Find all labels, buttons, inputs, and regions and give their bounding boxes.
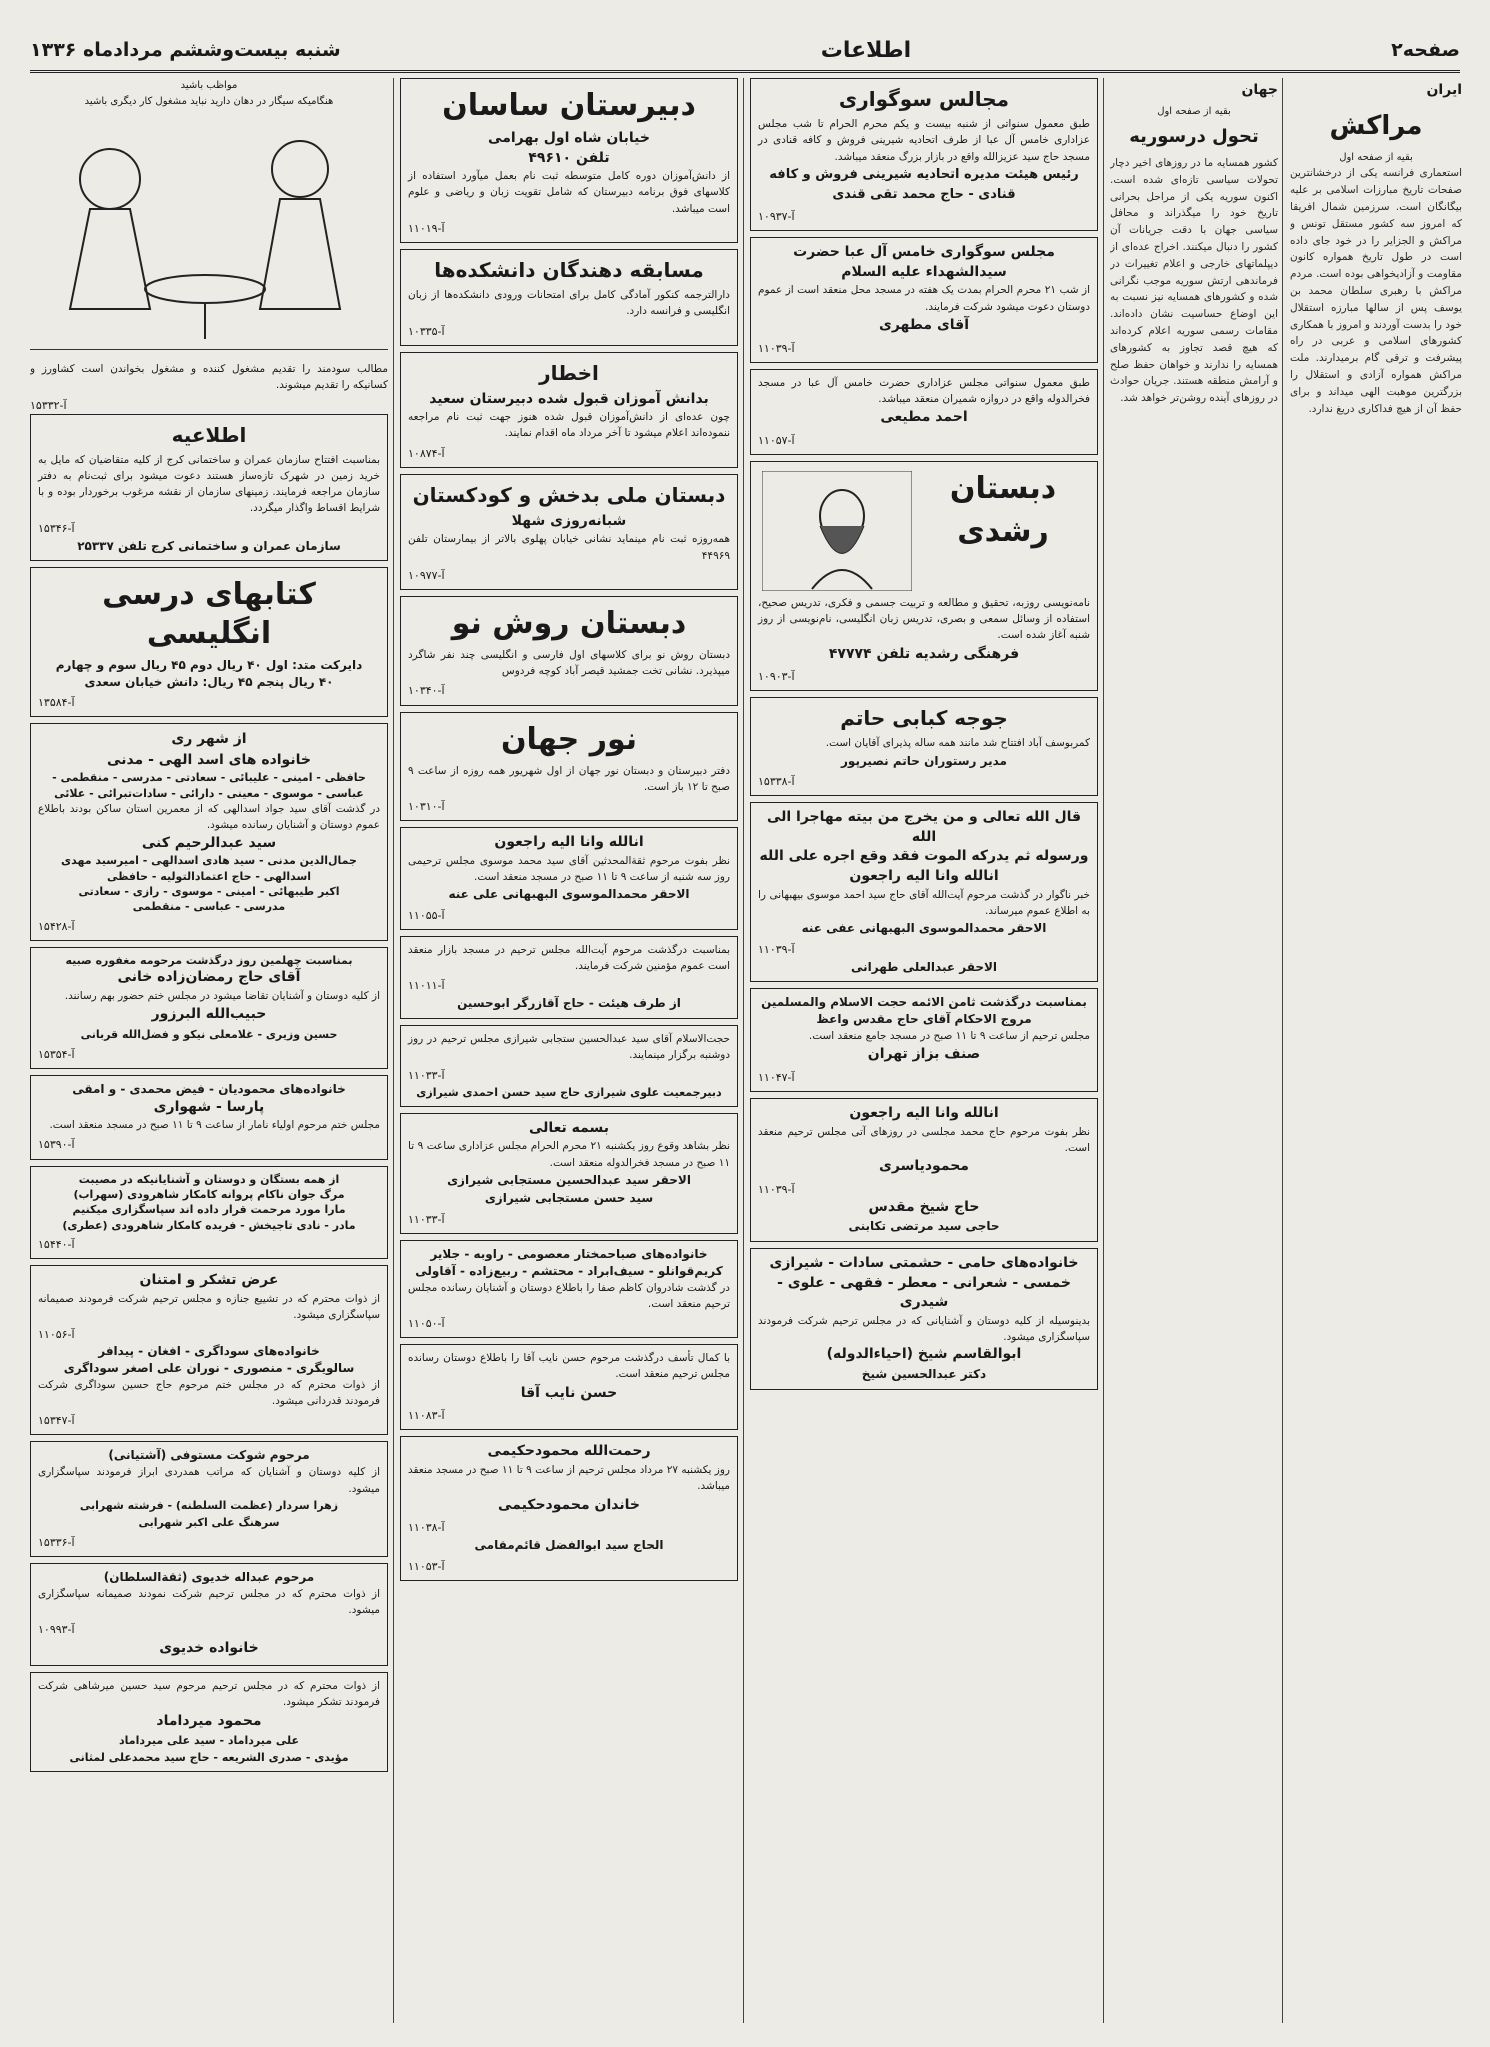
cartoon-text: مطالب سودمند را تقدیم مشغول کننده و مشغول بخواندن است کشاورز و کسانیکه را تقدیم میشوند. xyxy=(30,363,388,392)
ad-families xyxy=(400,1240,738,1338)
ad-title: خانواده های اسد الهی - مدنی xyxy=(107,751,311,768)
family-names-2: جمال‌الدین مدنی - سید هادی اسدالهی - امیرسید مهدی اسدالهی - حاج اعتمادالتولیه - حافظی xyxy=(61,854,357,883)
ad-body: خبر ناگوار در گذشت مرحوم آیت‌الله آقای حاج سید احمد موسوی بیهبهانی را به اطلاع عموم میرساند. xyxy=(758,888,1090,917)
article-title: تحول درسوریه xyxy=(1129,126,1259,148)
ad-books xyxy=(30,567,388,717)
ad-body: چون عده‌ای از دانش‌آموزان قبول شده هنوز جهت ثبت نام مراجعه ننموده‌اند اعلام میشود تا آخر مرداد ماه اقدام نمایند. xyxy=(408,411,730,440)
ad-body: از شب ۲۱ محرم الحرام بمدت یک هفته در مسجد محل منعقد است از عموم دوستان دعوت میشود شرکت فرمایند. xyxy=(758,284,1091,313)
ad-ref: آ-۱۱۰۳۹ xyxy=(758,942,795,956)
ad-title: دبستان ملی بدخش و کودکستان xyxy=(412,482,726,507)
ad-ref: آ-۱۰۳۳۵ xyxy=(408,324,445,338)
ad-signature-2: الحاج سید ابوالفضل قائم‌مقامی xyxy=(474,1538,664,1553)
ad-ref: آ-۱۵۳۳۲ xyxy=(30,398,67,412)
ad-bold-name: سید عبدالرحیم کنی xyxy=(141,834,277,851)
ad-ref: آ-۱۵۳۳۸ xyxy=(758,775,795,789)
ad-ref: آ-۱۵۳۴۶ xyxy=(38,521,75,535)
ad-ref: آ-۱۰۸۷۴ xyxy=(408,446,445,460)
ad-body: بدینوسیله از کلیه دوستان و آشنایانی که در مجلس ترحیم شرکت فرمودند سپاسگزاری میشود. xyxy=(758,1314,1090,1344)
ad-ref: آ-۱۱۰۳۹ xyxy=(758,1182,795,1196)
ad-address: خیابان شاه اول بهرامی xyxy=(488,130,650,146)
ad-body: دبستان روش نو برای کلاسهای اول فارسی و انگلیسی چند نفر شاگرد میپذیرد. نشانی تخت جمشید قیصر آباد کوچه فردوس xyxy=(408,648,730,678)
ad-body: با کمال تأسف درگذشت مرحوم حسن نایب آقا را باطلاع دوستان رسانده مجلس ترحیم منعقد است. xyxy=(408,1352,730,1381)
ad-ref: آ-۱۱۰۳۸ xyxy=(408,1521,445,1535)
ad-signature-2: حسین وزیری - غلامعلی نیکو و فضل‌الله قربانی xyxy=(80,1027,338,1041)
ad-families-rey xyxy=(30,723,388,941)
ad-title: اخطار xyxy=(539,360,599,385)
ad-ref-2: آ-۱۱۰۵۳ xyxy=(408,1559,445,1573)
article-body: استعماری فرانسه یکی از درخشانترین صفحات تاریخ مبارزات اسلامی بر علیه بیگانگان است. سرزمین شمال افریقا که امروز سه کشور مستقل تونس و مراکش و الجزایر را در خود جای داده است در طول تاریخ همواره کانون مقاومت و آزادیخواهی بوده است. مردم مراکش با رهبری سلطان محمد بن یوسف پس از سالها مبارزه استقلال خود را بدست آوردند و امروز با همکاری کشورهای اسلامی و عربی در راه پیشرفت و ترقی گام برمیدارند. ملت مراکش همواره آزادی و استقلال را بزرگترین موهبت الهی میداند و برای حفظ آن از هیچ فداکاری دریغ ندارد. xyxy=(1290,167,1462,415)
ad-body: در گذشت شادروان کاظم صفا را باطلاع دوستان و آشنایان رسانده مجلس ترحیم منعقد است. xyxy=(408,1281,730,1310)
ad-body: طبق معمول سنواتی مجلس عزاداری حضرت خامس آل عبا در مسجد فخرالدوله واقع در دروازه شمیران منعقد میباشد. xyxy=(758,376,1090,405)
ad-sorrow xyxy=(30,1166,388,1260)
ad-final-2 xyxy=(750,1098,1098,1242)
masthead xyxy=(30,30,1460,73)
family-names: خانواده‌های صباحمختار معصومی - راوبه - جلایر xyxy=(430,1247,708,1262)
inna-line: انالله وانا الیه راجعون xyxy=(849,868,999,885)
ad-title: عرض تشکر و امتنان xyxy=(139,1272,279,1289)
ad-signature: الاحقر محمدالموسوی البهبهانی عفی عنه xyxy=(801,921,1047,936)
cartoon-caption-2: هنگامیکه سیگار در دهان دارید نباید مشغول کار دیگری باشید xyxy=(84,95,334,107)
ad-title: مسابقه دهندگان دانشکده‌ها xyxy=(434,258,704,283)
quran-line: قال الله تعالی و من یخرج من بیته مهاجرا الی الله xyxy=(766,809,1082,845)
ad-phone: تلفن ۴۹۶۱۰ xyxy=(528,149,610,166)
ad-ref: آ-۱۵۴۲۸ xyxy=(38,919,75,933)
column-rule xyxy=(743,78,744,2023)
ad-signature: الاحقر محمدالموسوی البهبهانی علی عنه xyxy=(448,887,690,902)
ad-ref-2: آ-۱۵۳۴۷ xyxy=(38,1414,75,1428)
ad-signature-2: علی میرداماد - سید علی میرداماد xyxy=(119,1734,299,1748)
ad-body: حجت‌الاسلام آقای سید عبدالحسین ستجابی شیرازی مجلس ترحیم در روز دوشنبه برگزار مینمایند. xyxy=(408,1033,730,1062)
ad-ref: آ-۱۱۰۵۵ xyxy=(408,908,445,922)
ad-body: نظر بفوت مرحوم حاج محمد مجلسی در روزهای آتی مجلس ترحیم منعقد است. xyxy=(758,1125,1090,1154)
family-names-2: خمسی - شعرانی - معطر - فقهی - علوی - شیدری xyxy=(777,1274,1071,1311)
ad-ref: آ-۱۱۰۵۷ xyxy=(758,433,795,447)
ad-line-3: مارا مورد مرحمت قرار داده اند سپاسگزاری میکنیم xyxy=(72,1203,346,1217)
ad-signature: الاحقر سید عبدالحسین مستجابی شیرازی xyxy=(447,1172,691,1187)
family-names-3: اکبر طیبهائی - امینی - موسوی - رازی - سعادتی xyxy=(78,884,340,898)
quran-line-2: ورسوله ثم یدرکه الموت فقد وقع اجره علی الله xyxy=(759,848,1089,865)
ad-ref: آ-۱۱۰۳۹ xyxy=(758,341,795,355)
ad-ref: آ-۱۰۳۱۰ xyxy=(408,800,445,814)
column-five xyxy=(30,78,388,2023)
ad-ref: آ-۱۱۰۳۳ xyxy=(408,1068,445,1082)
ad-signature-2: حاجی سید مرتضی تکابنی xyxy=(848,1219,1000,1234)
ad-title: ابوالقاسم شیخ (احیاءالدوله) xyxy=(826,1346,1022,1363)
ad-ref: آ-۱۱۰۱۹ xyxy=(408,221,445,235)
ad-title: بمناسبت چهلمین روز درگذشت مرحومه مغفوره صبیه xyxy=(65,953,353,967)
section-kicker: ایران xyxy=(1426,82,1462,98)
ad-shokat xyxy=(30,1441,388,1556)
continued-label: بقیه از صفحه اول xyxy=(1157,105,1231,117)
school-name-2: رشدی xyxy=(957,513,1049,549)
ad-ref: آ-۱۰۹۹۳ xyxy=(38,1623,75,1637)
continued-label: بقیه از صفحه اول xyxy=(1339,151,1413,163)
ad-signature: فرهنگی رشدیه تلفن ۴۷۷۷۴ xyxy=(828,645,1020,662)
ad-subtitle: دایرکت متد: اول ۴۰ ریال دوم ۴۵ ریال سوم و چهارم xyxy=(55,658,363,673)
ad-body: از ذوات محترم که در تشییع جنازه و مجلس ترحیم شرکت فرمودند صمیمانه سپاسگزاری میشود. xyxy=(38,1292,380,1321)
ad-ref: آ-۱۵۳۹۰ xyxy=(38,1138,75,1152)
column-rule xyxy=(1282,78,1283,2023)
ad-location: از شهر ری xyxy=(171,730,247,747)
family-names-2: کریم‌قوانلو - سیف‌ابراد - محتشم - ربیع‌زاده - آقاولی xyxy=(415,1263,723,1278)
cartoon-caption: مواظب باشید xyxy=(180,80,238,91)
family-names: حافظی - امینی - علیبائی - سعادتی - مدرسی - منقطمی - عباسی - موسوی - معینی - دارائی - سادات‌تبرائی - علائی xyxy=(52,771,366,800)
ad-signature: زهرا سردار (عظمت السلطنه) - فرشته شهرابی xyxy=(79,1498,339,1512)
ad-body: از کلیه دوستان و آشنایان که مراتب همدردی ابراز فرمودند سپاسگزاری میشود. xyxy=(38,1466,380,1495)
ad-signature: از طرف هیئت - حاج آقازرگر ابوحسین xyxy=(457,996,681,1011)
ad-sasan xyxy=(400,78,738,243)
ad-anniversary xyxy=(30,947,388,1069)
ad-line-2: مرگ جوان ناکام پروانه کامکار شاهرودی (سهراب) xyxy=(73,1187,345,1201)
page-label: صفحه۲ xyxy=(1391,39,1460,61)
merchant-families: خانواده‌های سوداگری - افغان - پیدافر xyxy=(98,1344,320,1359)
ad-ref: آ-۱۱۰۵۰ xyxy=(408,1317,445,1331)
ad-signature: آقای مطهری xyxy=(878,316,969,333)
ad-body: دفتر دبیرستان و دبستان نور جهان از اول شهریور همه روزه از ساعت ۹ صبح تا ۱۲ باز است. xyxy=(408,764,730,793)
column-three xyxy=(750,78,1098,2023)
ad-noor-jahan xyxy=(400,712,738,822)
ad-body: از ذوات محترم که در مجلس ترحیم مرحوم سید حسین میرشاهی شرکت فرمودند تشکر میشود. xyxy=(38,1679,380,1709)
ad-majalis xyxy=(750,78,1098,231)
column-rule xyxy=(393,78,394,2023)
ad-ref: آ-۱۰۹۷۷ xyxy=(408,568,445,582)
ad-signature: خاندان محمودحکیمی xyxy=(498,1496,640,1513)
ad-bold-name: حاج شیخ مقدس xyxy=(868,1198,980,1215)
ad-signature: خانواده خدیوی xyxy=(159,1640,259,1657)
school-name: دبستان xyxy=(949,470,1057,506)
ad-signature: محمود میرداماد xyxy=(156,1712,262,1729)
ad-body-2: از ذوات محترم که در مجلس ختم مرحوم حاج حسین سوداگری شرکت فرمودند قدردانی میشود. xyxy=(38,1378,380,1408)
bismillah: بسمه تعالی xyxy=(528,1119,610,1136)
ad-ref: آ-۱۰۹۳۷ xyxy=(758,210,795,224)
ad-body: مجلس ختم مرحوم اولیاء نامار از ساعت ۹ تا ۱۱ صبح در مسجد منعقد است. xyxy=(49,1119,380,1132)
ad-title: بمناسبت درگذشت ثامن الائمه حجت الاسلام والمسلمین مروج الاحکام آقای حاج مقدس واعظ xyxy=(761,995,1087,1027)
date-line: شنبه بیست‌وششم مردادماه ۱۳۳۶ xyxy=(30,39,341,61)
ad-rahmat xyxy=(400,1436,738,1581)
ad-roshan-no xyxy=(400,596,738,706)
ad-body: دارالترجمه کنکور آمادگی کامل برای امتحانات ورودی دانشکده‌ها از زبان انگلیسی و فرانسه دارد. xyxy=(408,289,730,318)
ad-title: مرحوم عبداله خدیوی (ثقةالسلطان) xyxy=(103,1569,315,1584)
ad-ref: آ-۱۵۳۳۶ xyxy=(38,1535,75,1549)
ad-mahmoudian xyxy=(30,1075,388,1160)
section-kicker: جهان xyxy=(1241,82,1278,98)
column-rule xyxy=(1103,78,1104,2023)
ad-body: نظر بفوت مرحوم ثقةالمحدثین آقای سید محمد موسوی مجلس ترحیمی روز سه شنبه از ساعت ۹ تا ۱۱ صبح در مسجد منعقد است. xyxy=(408,854,730,883)
ad-contest xyxy=(400,249,738,346)
ad-title: جوجه کبابی حاتم xyxy=(840,706,1008,731)
cartoon-illustration xyxy=(30,109,388,350)
ad-body: همه‌روزه ثبت نام مینماید نشانی خیابان پهلوی بالاتر از بیمارستان تلفن ۴۴۹۶۹ xyxy=(408,533,730,562)
ad-ref: آ-۱۱۰۵۶ xyxy=(38,1328,75,1342)
ad-body: از ذوات محترم که در مجلس ترحیم شرکت نمودند صمیمانه سپاسگزاری میشود. xyxy=(38,1587,380,1616)
ad-ref: آ-۱۱۰۸۳ xyxy=(408,1409,445,1423)
ad-ettela xyxy=(30,414,388,562)
ad-ref: آ-۱۰۳۴۰ xyxy=(408,684,445,698)
ad-ref: آ-۱۱۰۴۷ xyxy=(758,1070,795,1084)
ad-body: طبق معمول سنواتی از شنبه بیست و یکم محرم الحرام تا شب مجلس عزاداری خامس آل عبا از طرف اتحادیه شیرینی فروش و کافه قنادی در مسجد حاج سید عزیزالله واقع در بازار بزرگ منعقد میباشد. xyxy=(758,118,1090,163)
ad-subtitle: پارسا - شهواری xyxy=(153,1098,265,1115)
paper-name: اطلاعات xyxy=(820,37,912,63)
ad-title: مجلس سوگواری خامس آل عبا حضرت سیدالشهداء علیه السلام xyxy=(793,244,1055,280)
ad-obit-1 xyxy=(400,827,738,930)
ad-signature-3: مؤیدی - صدری الشریعه - حاج سید محمدعلی لمثانی xyxy=(69,1751,349,1765)
ad-signature: حبیب‌الله البرزور xyxy=(151,1006,267,1023)
ad-body: بمناسبت افتتاح سازمان عمران و ساختمانی کرج از کلیه متقاضیان که مایل به خرید زمین در شهرک تازه‌ساز هستند دعوت میشود برای ثبت‌نام به دفتر سازمان مراجعه فرمایند. زمینهای سازمان از نقشه مرغوب برخوردار بوده و با شرایط اقساط واگذار میگردد. xyxy=(38,453,380,515)
ad-title: خانواده‌های محمودیان - فیض محمدی - و امقی xyxy=(72,1081,346,1096)
portrait-illustration xyxy=(762,471,912,591)
ad-title: اطلاعیه xyxy=(171,422,247,447)
ad-signature: رئیس هیئت مدیره اتحادیه شیرینی فروش و کافه قنادی - حاج محمد تقی قندی xyxy=(769,166,1079,202)
ad-title: دبستان روش نو xyxy=(451,605,687,641)
ad-obit-4 xyxy=(400,1113,738,1234)
ad-line-4: مادر - نادی تاجیخش - فریده کامکار شاهرودی (عطری) xyxy=(62,1218,356,1232)
inna-line: انالله وانا الیه راجعون xyxy=(494,834,644,851)
ad-signature: سازمان عمران و ساختمانی کرج تلفن ۲۵۳۳۷ xyxy=(77,538,341,553)
ad-majlis-2 xyxy=(750,237,1098,362)
ad-dabestan-melli xyxy=(400,474,738,590)
ad-signature: صنف بزاز تهران xyxy=(867,1046,981,1063)
ad-obituary xyxy=(750,802,1098,982)
ad-ref: آ-۱۵۴۴۰ xyxy=(38,1238,75,1252)
article-body: کشور همسایه ما در روزهای اخیر دچار تحولات سیاسی تازه‌ای شده است. اکنون سوریه یکی از مراحل بحرانی تاریخ خود را میگذراند و محافل سیاسی جهان با دقت جریانات آن کشور را دنبال میکنند. اخراج عده‌ای از دیپلماتهای خارجی و اعلام تغییرات در فرماندهی ارتش سوریه موجب نگرانی شده و کشورهای همسایه نیز نسبت به این اوضاع حساسیت نشان داده‌اند. مقامات رسمی سوریه اعلام کرده‌اند که هیچ قصد تجاوز به کشورهای همسایه را ندارند و خواهان حفظ صلح و آرامش منطقه هستند. جریان حوادث در روزهای آینده روشن‌تر خواهد شد. xyxy=(1110,157,1278,405)
ad-khadivi xyxy=(30,1563,388,1666)
ad-damadi xyxy=(30,1672,388,1772)
ad-majlis-3 xyxy=(750,369,1098,455)
ad-subtitle-2: ۴۰ ریال پنجم ۴۵ ریال: دانش خیابان سعدی xyxy=(84,675,334,690)
merchant-families-2: سالویگری - منصوری - نوران علی اصغر سوداگری xyxy=(63,1361,355,1376)
ad-signature: دبیرجمعیت علوی شیرازی حاج سید حسن احمدی شیرازی xyxy=(416,1085,722,1099)
ad-obit-3 xyxy=(400,1025,738,1107)
ad-families xyxy=(750,1248,1098,1390)
family-names: خانواده‌های حامی - حشمتی سادات - شیرازی xyxy=(769,1255,1079,1272)
family-names-4: مدرسی - عباسی - منقطمی xyxy=(132,900,286,914)
ad-hasan xyxy=(400,1344,738,1430)
article-title: مراکش xyxy=(1329,110,1423,141)
ad-body: نامه‌نویسی روزبه، تحقیق و مطالعه و تربیت جسمی و فکری، تدریس صحیح، استفاده از وسائل سمعی و بصری، تدریس زبان انگلیسی، نام‌نویسی از روز شنبه آغاز شده است. xyxy=(758,596,1090,642)
ad-title: دبیرستان ساسان xyxy=(442,88,696,123)
ad-signature: احمد مطیعی xyxy=(880,409,968,426)
ad-body: کمربوسف آباد افتتاح شد مانند همه ساله پذیرای آقایان است. xyxy=(825,737,1090,750)
ad-title: کتابهای درسی انگلیسی xyxy=(102,577,316,652)
ad-roshdi-school xyxy=(750,461,1098,692)
ad-ref: آ-۱۰۹۰۳ xyxy=(758,670,795,684)
ad-signature: محمودیاسری xyxy=(879,1158,969,1175)
ad-final-majlis xyxy=(750,988,1098,1092)
ad-signature-2: الاحقر عبدالعلی طهرانی xyxy=(850,959,998,974)
iran-column xyxy=(1290,78,1462,2023)
ad-title: مجالس سوگواری xyxy=(838,87,1010,111)
ad-body: مجلس ترحیم از ساعت ۹ تا ۱۱ صبح در مسجد جامع منعقد است. xyxy=(808,1030,1090,1043)
ad-ref: آ-۱۳۵۸۴ xyxy=(38,695,75,709)
ad-ref: آ-۱۱۰۱۱ xyxy=(408,979,445,993)
ad-title: رحمت‌الله محمودحکیمی xyxy=(487,1443,651,1460)
ad-ekhtar xyxy=(400,352,738,468)
ad-signature: دکتر عبدالحسین شیخ xyxy=(861,1366,987,1381)
ad-subtitle: شبانه‌روزی شهلا xyxy=(511,512,627,529)
ad-signature-2: سرهنگ علی اکبر شهرابی xyxy=(138,1515,280,1529)
ad-name: آقای حاج رمضان‌زاده خانی xyxy=(117,969,301,986)
ad-ref: آ-۱۵۳۵۴ xyxy=(38,1047,75,1061)
world-column xyxy=(1110,78,1278,2023)
ad-body: نظر بشاهد وقوع روز یکشنبه ۲۱ محرم الحرام مجلس عزاداری ساعت ۹ تا ۱۱ صبح در مسجد فخرالدوله منعقد است. xyxy=(408,1140,730,1169)
ad-body: از کلیه دوستان و آشنایان تقاضا میشود در مجلس ختم حضور بهم رسانند. xyxy=(64,989,380,1002)
ad-ref: آ-۱۱۰۳۳ xyxy=(408,1212,445,1226)
ad-signature: مدیر رستوران حاتم نصیرپور xyxy=(841,753,1007,768)
ad-body: بمناسبت درگذشت مرحوم آیت‌الله مجلس ترحیم در مسجد بازار منعقد است عموم مؤمنین شرکت فرمایند. xyxy=(408,943,730,973)
ad-title: نور جهان xyxy=(500,721,638,757)
column-four xyxy=(400,78,738,2023)
ad-body: در گذشت آقای سید جواد اسدالهی که از معمرین استان ساکن بودند باطلاع عموم دوستان و آشنایان رسانده میشود. xyxy=(38,803,380,832)
ad-title: مرحوم شوکت مستوفی (آشتیانی) xyxy=(108,1448,310,1463)
ad-subtitle: بدانش آموزان قبول شده دبیرستان سعید xyxy=(429,390,709,407)
ad-thanks xyxy=(30,1265,388,1435)
inna-line: انالله وانا الیه راجعون xyxy=(849,1105,999,1122)
ad-joojeh xyxy=(750,697,1098,796)
ad-obit-2 xyxy=(400,936,738,1019)
ad-body: روز یکشنبه ۲۷ مرداد مجلس ترحیم از ساعت ۹ تا ۱۱ صبح در مسجد منعقد میباشد. xyxy=(408,1464,730,1493)
ad-line: از همه بستگان و دوستان و آشنایانیکه در مصیبت xyxy=(78,1172,340,1186)
ad-body: از دانش‌آموزان دوره کامل متوسطه ثبت نام بعمل میآورد استفاده از کلاسهای فوق برنامه دبیرستان که شامل تقویت زبان و ریاضی و علوم است میباشد. xyxy=(408,170,730,215)
ad-signature: حسن نایب آقا xyxy=(520,1384,618,1401)
ad-signature-2: سید حسن مستجابی شیرازی xyxy=(484,1191,654,1206)
